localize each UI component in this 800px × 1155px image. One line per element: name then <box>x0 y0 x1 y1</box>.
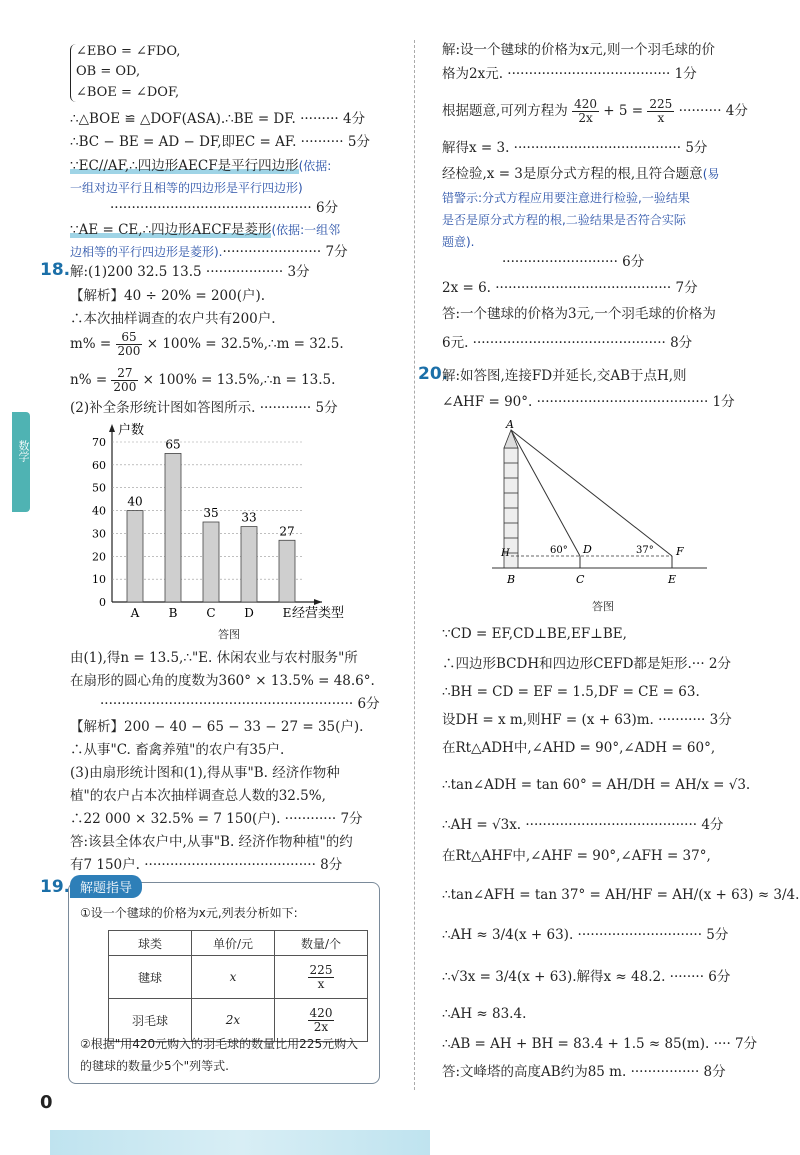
q19-line-6: 2x = 6. ········································· 7分 <box>442 280 698 296</box>
bar-value-label: 33 <box>241 510 257 525</box>
proof-line-5: ∴BC − BE = AD − DF,即EC = AF. ·········· 5分 <box>70 134 370 150</box>
y-axis-label: 户数 <box>118 423 145 438</box>
q19-line-7: 答:一个毽球的价格为3元,一个羽毛球的价格为 <box>442 306 716 322</box>
y-tick-label: 30 <box>92 527 106 541</box>
bar-value-label: 40 <box>127 494 143 509</box>
q18-line-10: (3)由扇形统计图和(1),得从事"B. 经济作物种 <box>70 765 340 781</box>
y-tick-label: 0 <box>99 596 106 609</box>
eq19-n1: 420 <box>574 97 597 111</box>
proof-line-7 <box>70 220 340 240</box>
q20-line-8: ∴AH = √3x. ········································ 4分 <box>442 817 724 833</box>
proof-line-6 <box>70 156 331 176</box>
q20-line-14: 答:文峰塔的高度AB约为85 m. ················ 8分 <box>442 1064 726 1080</box>
bottom-decoration <box>50 1130 430 1155</box>
eq19-n2: 225 <box>649 97 673 111</box>
bar-D <box>241 527 257 602</box>
label-E: E <box>668 573 677 586</box>
column-divider <box>414 40 415 1090</box>
q18-line-14: 有7 150户. ········································ 8分 <box>70 857 343 873</box>
y-tick-label: 20 <box>92 550 106 564</box>
q18-line-12: ∴22 000 × 32.5% = 7 150(户). ············ 7分 <box>70 811 363 827</box>
q20-line-9: 在Rt△AHF中,∠AHF = 90°,∠AFH = 37°, <box>442 848 711 864</box>
angle-37-label: 37° <box>636 545 654 556</box>
proof-line-7b <box>70 242 348 262</box>
subject-side-tab <box>12 412 30 512</box>
y-tick-label: 70 <box>92 436 106 449</box>
n-eq-den: 200 <box>113 380 137 394</box>
bar-chart-caption: 答图 <box>218 628 240 641</box>
table-cell: 毽球 <box>109 956 192 999</box>
q20-line-13: ∴AB = AH + BH = 83.4 + 1.5 ≈ 85(m). ···· 7分 <box>442 1036 758 1052</box>
y-tick-label: 10 <box>92 573 106 587</box>
q20-line-2: ∠AHF = 90°. ········································ 1分 <box>442 394 735 410</box>
label-A: A <box>506 418 514 431</box>
m-eq-num: 65 <box>116 331 143 345</box>
q20-line-1: 解:如答图,连接FD并延长,交AB于点H,则 <box>442 368 687 384</box>
q18-n-equation <box>70 362 335 398</box>
q20-line-4: ∴四边形BCDH和四边形CEFD都是矩形.··· 2分 <box>442 656 732 672</box>
guide-step-2b: 的毽球的数量少5个"列等式. <box>80 1059 229 1073</box>
m-eq-den: 200 <box>117 344 141 358</box>
label-H: H <box>501 548 510 559</box>
note19-4: 题意). <box>442 235 475 249</box>
q18-line-11: 植"的农户占本次抽样调查总人数的32.5%, <box>70 788 326 804</box>
q19-line-8: 6元. ············································· 8分 <box>442 335 693 351</box>
y-tick-label: 50 <box>92 481 106 495</box>
note19-1: (易 <box>702 167 720 181</box>
question-19-number: 19. <box>40 877 71 897</box>
guide-step-2a: ②根据"用420元购入的羽毛球的数量比用225元购入 <box>80 1037 359 1051</box>
bar-A <box>127 511 143 602</box>
proof-line-4: ∴△BOE ≌ △DOF(ASA).∴BE = DF. ········· 4分 <box>70 111 366 127</box>
table-cell: 羽毛球 <box>109 999 192 1042</box>
table-row <box>109 956 368 999</box>
label-F: F <box>676 545 684 558</box>
m-eq-fraction <box>116 331 143 358</box>
q19-line-2: 格为2x元. ······································ 1分 <box>442 66 697 82</box>
tower-diagram <box>492 418 712 593</box>
y-axis-arrow <box>109 424 115 432</box>
x-tick-label: E <box>282 606 292 620</box>
proof-line-7-score: ······················· 7分 <box>222 244 348 260</box>
table-row <box>109 931 368 956</box>
x-tick-label: C <box>206 606 216 620</box>
qty-fraction <box>308 1007 335 1034</box>
x-tick-label: A <box>130 606 140 620</box>
qty-num: 420 <box>309 1005 333 1020</box>
qty-den: 2x <box>313 1019 329 1034</box>
eq19-mid: + 5 = <box>603 103 644 119</box>
page-number: 0 <box>40 1092 53 1113</box>
q19-line-5: ··························· 6分 <box>502 254 645 270</box>
x-axis-arrow <box>314 599 322 605</box>
brace-line-2: OB = OD, <box>76 64 141 79</box>
qty-num: 225 <box>309 962 333 977</box>
q20-line-5: ∴BH = CD = EF = 1.5,DF = CE = 63. <box>442 684 700 700</box>
guide-table <box>108 930 368 1042</box>
qty-fraction <box>308 964 335 991</box>
note19-3: 是否是原分式方程的根,二验结果是否符合实际 <box>442 213 686 227</box>
q19-line-4-text: 经检验,x = 3是原分式方程的根,且符合题意 <box>442 166 703 182</box>
q20-tan60: ∴tan∠ADH = tan 60° = AH/DH = AH/x = √3. <box>442 777 751 793</box>
q20-line-7: 在Rt△ADH中,∠AHD = 90°,∠ADH = 60°, <box>442 740 716 756</box>
y-tick-label: 40 <box>92 504 106 518</box>
eq19-post: ·········· 4分 <box>678 103 748 119</box>
system-brace <box>70 44 76 102</box>
table-header-cell: 球类 <box>109 931 192 956</box>
q19-line-4 <box>442 164 719 184</box>
label-D: D <box>583 543 592 556</box>
question-18-number: 18. <box>40 260 71 280</box>
q18-line-3: ∴本次抽样调查的农户共有200户. <box>70 311 276 327</box>
side-tab-label: 数学 <box>17 440 30 462</box>
q20-line-3: ∵CD = EF,CD⊥BE,EF⊥BE, <box>442 626 627 642</box>
x-tick-label: B <box>168 606 178 620</box>
bar-B <box>165 453 181 602</box>
q20-tan37: ∴tan∠AFH = tan 37° = AH/HF = AH/(x + 63) ≈ 3/4. <box>442 887 800 903</box>
table-cell: x <box>192 956 275 999</box>
proof-line-6-text: ∵EC//AF,∴四边形AECF是平行四边形 <box>70 158 299 174</box>
question-20-number: 20. <box>418 364 449 384</box>
table-cell: 2x <box>192 999 275 1042</box>
tower-diagram-caption: 答图 <box>592 600 614 613</box>
brace-line-1: ∠EBO = ∠FDO, <box>76 44 181 59</box>
q18-line-1: 解:(1)200 32.5 13.5 ·················· 3分 <box>70 264 310 280</box>
eq19-frac-2 <box>647 98 674 125</box>
q19-line-1: 解:设一个毽球的价格为x元,则一个羽毛球的价 <box>442 42 715 58</box>
n-eq-fraction <box>111 367 138 394</box>
eq19-frac-1 <box>572 98 599 125</box>
note-basis-2b: 边相等的平行四边形是菱形). <box>70 245 223 259</box>
table-cell <box>275 956 368 999</box>
q18-line-6: 在扇形的圆心角的度数为360° × 13.5% = 48.6°. <box>70 673 375 689</box>
bar-E <box>279 540 295 602</box>
label-B: B <box>507 573 516 586</box>
x-axis-label: 经营类型 <box>292 606 345 620</box>
m-eq-lhs: m% = <box>70 336 112 352</box>
eq19-pre: 根据题意,可列方程为 <box>442 103 568 119</box>
note19-2: 错警示:分式方程应用要注意进行检验,一验结果 <box>442 191 690 205</box>
bar-value-label: 27 <box>279 524 295 539</box>
q20-line-11: ∴√3x = 3/4(x + 63).解得x ≈ 48.2. ········ 6分 <box>442 969 731 985</box>
angle-60-label: 60° <box>550 545 568 556</box>
eq19-d2: x <box>657 111 665 125</box>
eq19-d1: 2x <box>578 111 593 125</box>
bar-chart <box>70 420 370 620</box>
q19-line-3: 解得x = 3. ······································· 5分 <box>442 140 708 156</box>
bar-value-label: 35 <box>203 506 219 520</box>
note19-4-line <box>442 232 475 252</box>
q18-m-equation <box>70 326 344 362</box>
table-header-cell: 单价/元 <box>192 931 275 956</box>
guide-step-1: ①设一个毽球的价格为x元,列表分析如下: <box>80 906 298 920</box>
q18-line-2: 【解析】40 ÷ 20% = 200(户). <box>70 288 266 304</box>
q18-line-8: 【解析】200 − 40 − 65 − 33 − 27 = 35(户). <box>70 719 364 735</box>
bar-value-label: 65 <box>165 437 181 452</box>
q20-line-10: ∴AH ≈ 3/4(x + 63). ····························· 5分 <box>442 927 729 943</box>
q18-line-7: ··························································· 6分 <box>100 696 380 712</box>
brace-line-3: ∠BOE = ∠DOF, <box>76 85 180 100</box>
table-header-cell: 数量/个 <box>275 931 368 956</box>
q20-line-6: 设DH = x m,则HF = (x + 63)m. ··········· 3分 <box>442 712 732 728</box>
q18-line-9: ∴从事"C. 畜禽养殖"的农户有35户. <box>70 742 285 758</box>
label-C: C <box>576 573 585 586</box>
n-eq-lhs: n% = <box>70 372 108 388</box>
bar-C <box>203 522 219 602</box>
qty-den: x <box>317 976 325 991</box>
x-tick-label: D <box>244 606 254 620</box>
note-basis-1b: 一组对边平行且相等的四边形是平行四边形) <box>70 181 303 195</box>
y-tick-label: 60 <box>92 458 106 472</box>
solution-guide-tag: 解题指导 <box>70 875 142 898</box>
n-eq-num: 27 <box>111 367 138 381</box>
note-basis-2: (依据:一组邻 <box>271 223 341 237</box>
proof-line-7-text: ∵AE = CE,∴四边形AECF是菱形 <box>70 222 272 238</box>
note-basis-1: (依据: <box>298 159 332 173</box>
q20-line-12: ∴AH ≈ 83.4. <box>442 1006 527 1022</box>
q18-line-5: 由(1),得n = 13.5,∴"E. 休闲农业与农村服务"所 <box>70 650 358 666</box>
q18-line-13: 答:该县全体农户中,从事"B. 经济作物种植"的约 <box>70 834 353 850</box>
proof-line-6-score: ··············································· 6分 <box>110 200 339 216</box>
q18-line-4: (2)补全条形统计图如答图所示. ············ 5分 <box>70 400 338 416</box>
q19-equation <box>442 93 748 129</box>
n-eq-rhs: × 100% = 13.5%,∴n = 13.5. <box>142 372 336 388</box>
m-eq-rhs: × 100% = 32.5%,∴m = 32.5. <box>146 336 344 352</box>
